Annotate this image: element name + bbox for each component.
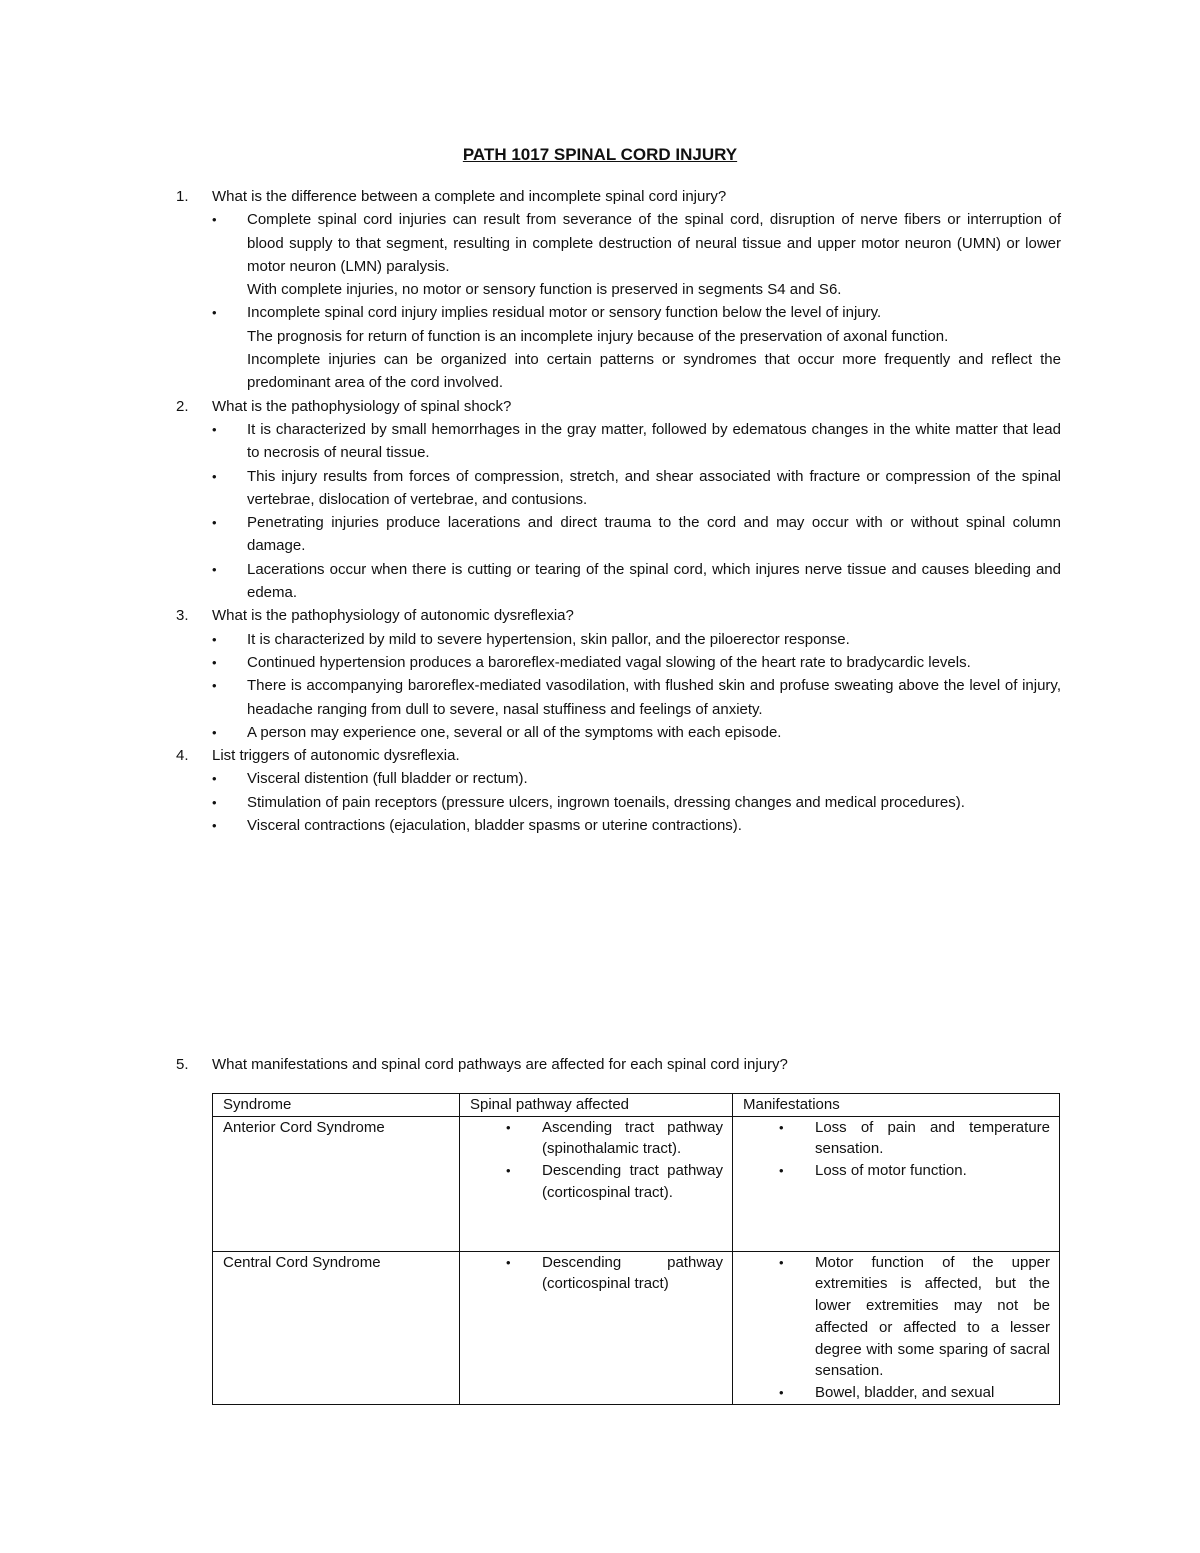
bullet-icon: •: [212, 212, 217, 228]
question-item: [176, 604, 1061, 627]
question-item: [176, 185, 1061, 208]
question-text: What is the pathophysiology of spinal shock?: [212, 397, 512, 415]
question-item: [176, 395, 1061, 418]
answer-bullet: [176, 674, 1061, 721]
table-row: [213, 1116, 1060, 1251]
bullet-icon: •: [779, 1384, 784, 1400]
answer-paragraph: Visceral distention (full bladder or rectum).: [247, 770, 528, 788]
answer-paragraph: Incomplete spinal cord injury implies residual motor or sensory function below the level of injury.: [247, 304, 882, 322]
answer-bullet: [176, 767, 1061, 790]
question-item: [176, 744, 1061, 767]
question-list: [176, 185, 1061, 837]
bullet-icon: •: [212, 631, 217, 647]
bullet-icon: •: [212, 771, 217, 787]
question-number: 2.: [176, 397, 189, 415]
question-number: 5.: [176, 1056, 189, 1073]
answer-paragraph: Incomplete injuries can be organized into certain patterns or syndromes that occur more frequently and reflect the predominant area of the cord involved.: [247, 351, 1061, 392]
question-number: 1.: [176, 188, 189, 205]
manifestation-bullet: [743, 1252, 1050, 1382]
answer-paragraph: There is accompanying baroreflex-mediated vasodilation, with flushed skin and profuse sweating above the level of injury, headache ranging from dull to severe, nasal stuffiness and feelings of anxiety.: [247, 677, 1061, 718]
syndrome-cell: Central Cord Syndrome: [213, 1251, 460, 1404]
answer-paragraph: It is characterized by mild to severe hypertension, skin pallor, and the piloerector response.: [247, 630, 850, 648]
table-header-row: [213, 1094, 1060, 1117]
bullet-icon: •: [779, 1254, 784, 1270]
pathway-text: Descending pathway (corticospinal tract): [542, 1253, 723, 1293]
question-text: What is the pathophysiology of autonomic dysreflexia?: [212, 607, 574, 625]
manifestations-cell: [733, 1116, 1060, 1251]
answer-paragraph: With complete injuries, no motor or sensory function is preserved in segments S4 and S6.: [247, 281, 842, 299]
pathway-cell: [460, 1116, 733, 1251]
syndrome-cell: Anterior Cord Syndrome: [213, 1116, 460, 1251]
answer-paragraph: A person may experience one, several or all of the symptoms with each episode.: [247, 723, 782, 741]
bullet-icon: •: [212, 794, 217, 810]
answer-bullet: [176, 721, 1061, 744]
answer-paragraph: Complete spinal cord injuries can result from severance of the spinal cord, disruption of nerve fibers or interruption of blood supply to that segment, resulting in complete destruction of neural tissue and upper motor neuron (UMN) or lower motor neuron (LMN) paralysis.: [247, 211, 1061, 275]
answer-bullet: [176, 558, 1061, 605]
table-header-cell: Manifestations: [733, 1094, 1060, 1117]
answer-bullet: [176, 208, 1061, 301]
bullet-icon: •: [212, 305, 217, 321]
answer-bullet: [176, 465, 1061, 512]
bullet-icon: •: [212, 724, 217, 740]
bullet-icon: •: [212, 818, 217, 834]
answer-paragraph: Penetrating injuries produce lacerations and direct trauma to the cord and may occur with or without spinal column damage.: [247, 514, 1061, 555]
manifestation-bullet: [743, 1160, 1050, 1182]
pathway-text: Descending tract pathway (corticospinal tract).: [542, 1162, 723, 1201]
bullet-icon: •: [506, 1119, 511, 1135]
pathway-bullet: [470, 1160, 723, 1203]
bullet-icon: •: [506, 1163, 511, 1179]
answer-paragraph: It is characterized by small hemorrhages in the gray matter, followed by edematous changes in the white matter that lead to necrosis of neural tissue.: [247, 420, 1061, 462]
question-text: What manifestations and spinal cord pathways are affected for each spinal cord injury?: [212, 1056, 788, 1073]
answer-paragraph: Continued hypertension produces a baroreflex-mediated vagal slowing of the heart rate to bradycardic levels.: [247, 653, 971, 671]
syndrome-table: [212, 1093, 1060, 1405]
answer-bullet: [176, 511, 1061, 558]
question-item: [176, 1053, 1097, 1076]
question-text: List triggers of autonomic dysreflexia.: [212, 747, 460, 765]
manifestation-text: Loss of motor function.: [815, 1162, 967, 1180]
bullet-icon: •: [212, 515, 217, 531]
pathway-cell: [460, 1251, 733, 1404]
question-text: What is the difference between a complete and incomplete spinal cord injury?: [212, 188, 727, 205]
bullet-icon: •: [779, 1119, 784, 1135]
pathway-bullet: [470, 1117, 723, 1160]
bullet-icon: •: [779, 1163, 784, 1179]
bullet-icon: •: [212, 468, 217, 484]
answer-paragraph: Visceral contractions (ejaculation, bladder spasms or uterine contractions).: [247, 817, 742, 835]
manifestation-bullet: [743, 1382, 1050, 1404]
answer-paragraph: The prognosis for return of function is an incomplete injury because of the preservation of axonal function.: [247, 327, 949, 345]
table-row: [213, 1251, 1060, 1404]
pathway-bullet: [470, 1252, 723, 1295]
manifestation-bullet: [743, 1117, 1050, 1160]
bullet-icon: •: [212, 678, 217, 694]
table-header-cell: Syndrome: [213, 1094, 460, 1117]
answer-bullet: [176, 418, 1061, 465]
answer-bullet: [176, 791, 1061, 814]
bullet-icon: •: [212, 421, 217, 437]
answer-bullet: [176, 651, 1061, 674]
pathway-text: Ascending tract pathway (spinothalamic tract).: [542, 1118, 723, 1158]
bullet-icon: •: [506, 1254, 511, 1270]
manifestation-text: Bowel, bladder, and sexual: [815, 1383, 995, 1401]
answer-paragraph: This injury results from forces of compression, stretch, and shear associated with fracture or compression of the spinal vertebrae, dislocation of vertebrae, and contusions.: [247, 467, 1061, 508]
table-header-cell: Spinal pathway affected: [460, 1094, 733, 1117]
page-title: PATH 1017 SPINAL CORD INJURY: [462, 145, 738, 164]
question-number: 3.: [176, 607, 189, 625]
bullet-icon: •: [212, 561, 217, 577]
manifestation-text: Motor function of the upper extremities is affected, but the lower extremities may not be affected or affected to a lesser degree with some sparing of sacral sensation.: [815, 1253, 1050, 1380]
answer-paragraph: Lacerations occur when there is cutting or tearing of the spinal cord, which injures nerve tissue and causes bleeding and edema.: [247, 560, 1061, 602]
manifestation-text: Loss of pain and temperature sensation.: [815, 1118, 1050, 1158]
answer-paragraph: Stimulation of pain receptors (pressure ulcers, ingrown toenails, dressing changes and medical procedures).: [247, 793, 965, 811]
answer-bullet: [176, 628, 1061, 651]
bullet-icon: •: [212, 654, 217, 670]
answer-bullet: [176, 301, 1061, 394]
answer-bullet: [176, 814, 1061, 837]
question-number: 4.: [176, 747, 189, 765]
manifestations-cell: [733, 1251, 1060, 1404]
